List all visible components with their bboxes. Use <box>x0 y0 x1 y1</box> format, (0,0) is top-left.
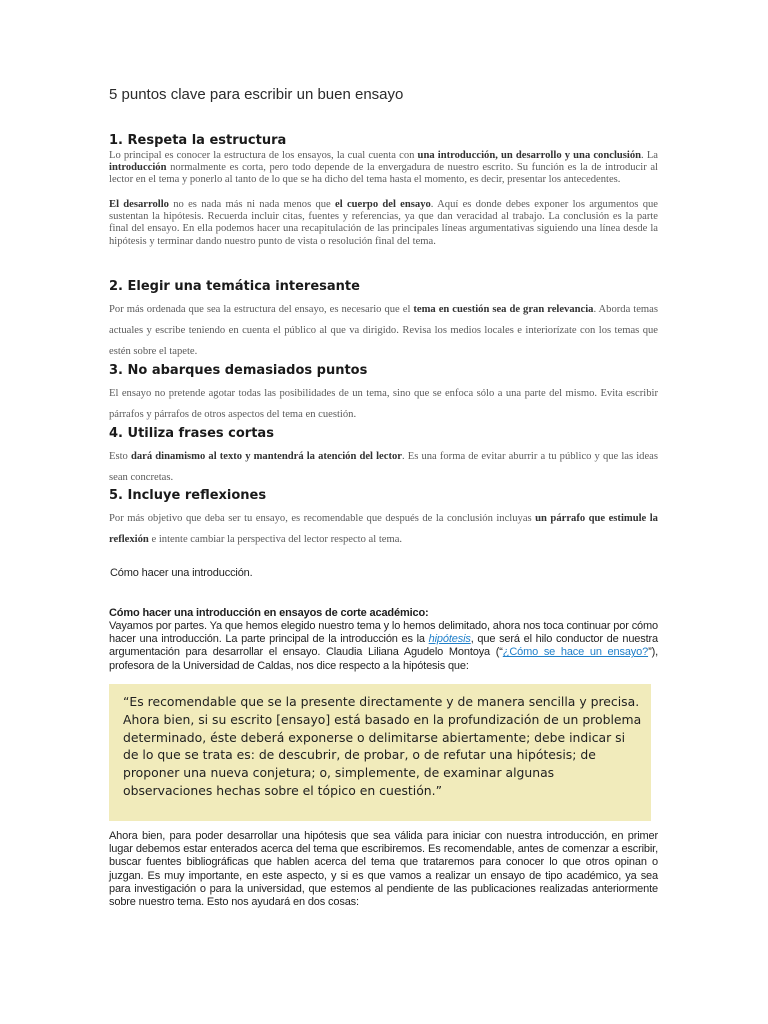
text-run: no es nada más ni nada menos que <box>168 199 336 210</box>
text-run: normalmente es corta, pero todo depende de la envergadura de nuestro escrito. Su función es la de introducir al lector en el tema y ponerlo al tanto de lo que se ha dicho del tema hasta el momento, es decir, presentar los antecedentes. <box>109 162 658 186</box>
bold-text: introducción <box>109 162 167 174</box>
text-run: Lo principal es conocer la estructura de los ensayos, la cual cuenta con <box>109 150 418 161</box>
section-4-heading: 4. Utiliza frases cortas <box>109 426 274 441</box>
bold-text: tema en cuestión sea de gran relevancia <box>413 304 594 315</box>
bold-text: un párrafo que estimule la reflexión <box>109 513 658 545</box>
document-title: 5 puntos clave para escribir un buen ensayo <box>109 86 404 103</box>
section-3-heading: 3. No abarques demasiados puntos <box>109 363 368 378</box>
text-run: ”), profesora de la Universidad de Caldas, nos dice respecto a la hipótesis que: <box>109 646 659 672</box>
bold-text: una introducción, un desarrollo y una conclusión <box>417 150 642 161</box>
section-1-heading: 1. Respeta la estructura <box>109 133 287 148</box>
academic-paragraph <box>109 620 658 673</box>
text-run: Esto <box>109 451 131 462</box>
intro-subtitle: Cómo hacer una introducción. <box>110 567 253 579</box>
text-run: Por más ordenada que sea la estructura del ensayo, es necesario que el <box>109 304 414 315</box>
section-3-paragraph <box>109 383 658 425</box>
quote-text: “Es recomendable que se la presente directamente y de manera sencilla y precisa. Ahora bien, si su escrito [ensayo] está basado en la profundización de un problema determinado, éste deberá exponerse o delimitarse abiertamente; debe indicar si de lo que se trata es: de descubrir, de probar, o de refutar una hipótesis; de proponer una nueva conjetura; o, simplemente, de examinar algunas observaciones hechas sobre el tópico en cuestión.” <box>123 694 642 798</box>
text-run: . Es una forma de evitar aburrir a tu público y que las ideas sean concretas. <box>109 451 659 483</box>
text-run: El ensayo no pretende agotar todas las posibilidades de un tema, sino que se enfoca sólo a una parte del mismo. Evita escribir párrafos y párrafos de otros aspectos del tema en cuestión. <box>109 388 658 420</box>
section-1-paragraph-1 <box>109 150 658 187</box>
closing-paragraph: Ahora bien, para poder desarrollar una hipótesis que sea válida para iniciar con nuestra introducción, en primer lugar debemos estar enterados acerca del tema que escribiremos. Es recomendable, antes de comenzar a escribir, buscar fuentes bibliográficas que hablen acerca del tema que trataremos para conocer lo que otros opinan o juzgan. Es muy importante, en este aspecto, y si es que vamos a realizar un ensayo de tipo académico, ya sea para investigación o para la universidad, que estemos al pendiente de las publicaciones realizadas anteriormente sobre nuestro tema. Esto nos ayudará en dos cosas: <box>109 830 658 909</box>
text-run: . Aquí es donde debes exponer los argumentos que sustentan la hipótesis. Recuerda incluir citas, fuentes y referencias, ya que dan veracidad al trabajo. La conclusión es la parte final del ensayo. En ella podemos hacer una recapitulación de las principales líneas argumentativas siguiendo una línea desde la hipótesis y terminar dando nuestro punto de vista o resolución final del tema. <box>109 199 658 247</box>
text-run: . Aborda temas actuales y escribe teniendo en cuenta el público al que va dirigido. Revisa los medios locales e interiorízate con los temas que estén sobre el tapete. <box>109 304 658 357</box>
bold-text: el cuerpo del ensayo <box>335 199 431 210</box>
bold-text: El desarrollo <box>109 199 169 210</box>
text-run: . La <box>641 150 658 161</box>
section-2-heading: 2. Elegir una temática interesante <box>109 279 360 294</box>
inline-link[interactable]: hipótesis <box>428 633 471 646</box>
academic-heading: Cómo hacer una introducción en ensayos de corte académico: <box>109 607 429 619</box>
section-4-paragraph <box>109 446 658 488</box>
section-1-paragraph-2 <box>109 199 658 248</box>
text-run: e intente cambiar la perspectiva del lector respecto al tema. <box>148 534 403 545</box>
section-2-paragraph <box>109 299 658 362</box>
inline-link[interactable]: ¿Cómo se hace un ensayo? <box>502 646 649 659</box>
text-run: Vayamos por partes. Ya que hemos elegido nuestro tema y lo hemos delimitado, ahora nos toca continuar por cómo hacer una introducción. La parte principal de la introducción es la <box>109 620 658 646</box>
quote-box <box>109 684 651 821</box>
bold-text: dará dinamismo al texto y mantendrá la atención del lector <box>130 451 402 462</box>
section-5-paragraph <box>109 508 658 550</box>
text-run: , que será el hilo conductor de nuestra argumentación para desarrollar el ensayo. Claudia Liliana Agudelo Montoya (“ <box>109 633 659 659</box>
text-run: Por más objetivo que deba ser tu ensayo, es recomendable que después de la conclusión incluyas <box>109 513 536 524</box>
section-5-heading: 5. Incluye reflexiones <box>109 488 267 503</box>
